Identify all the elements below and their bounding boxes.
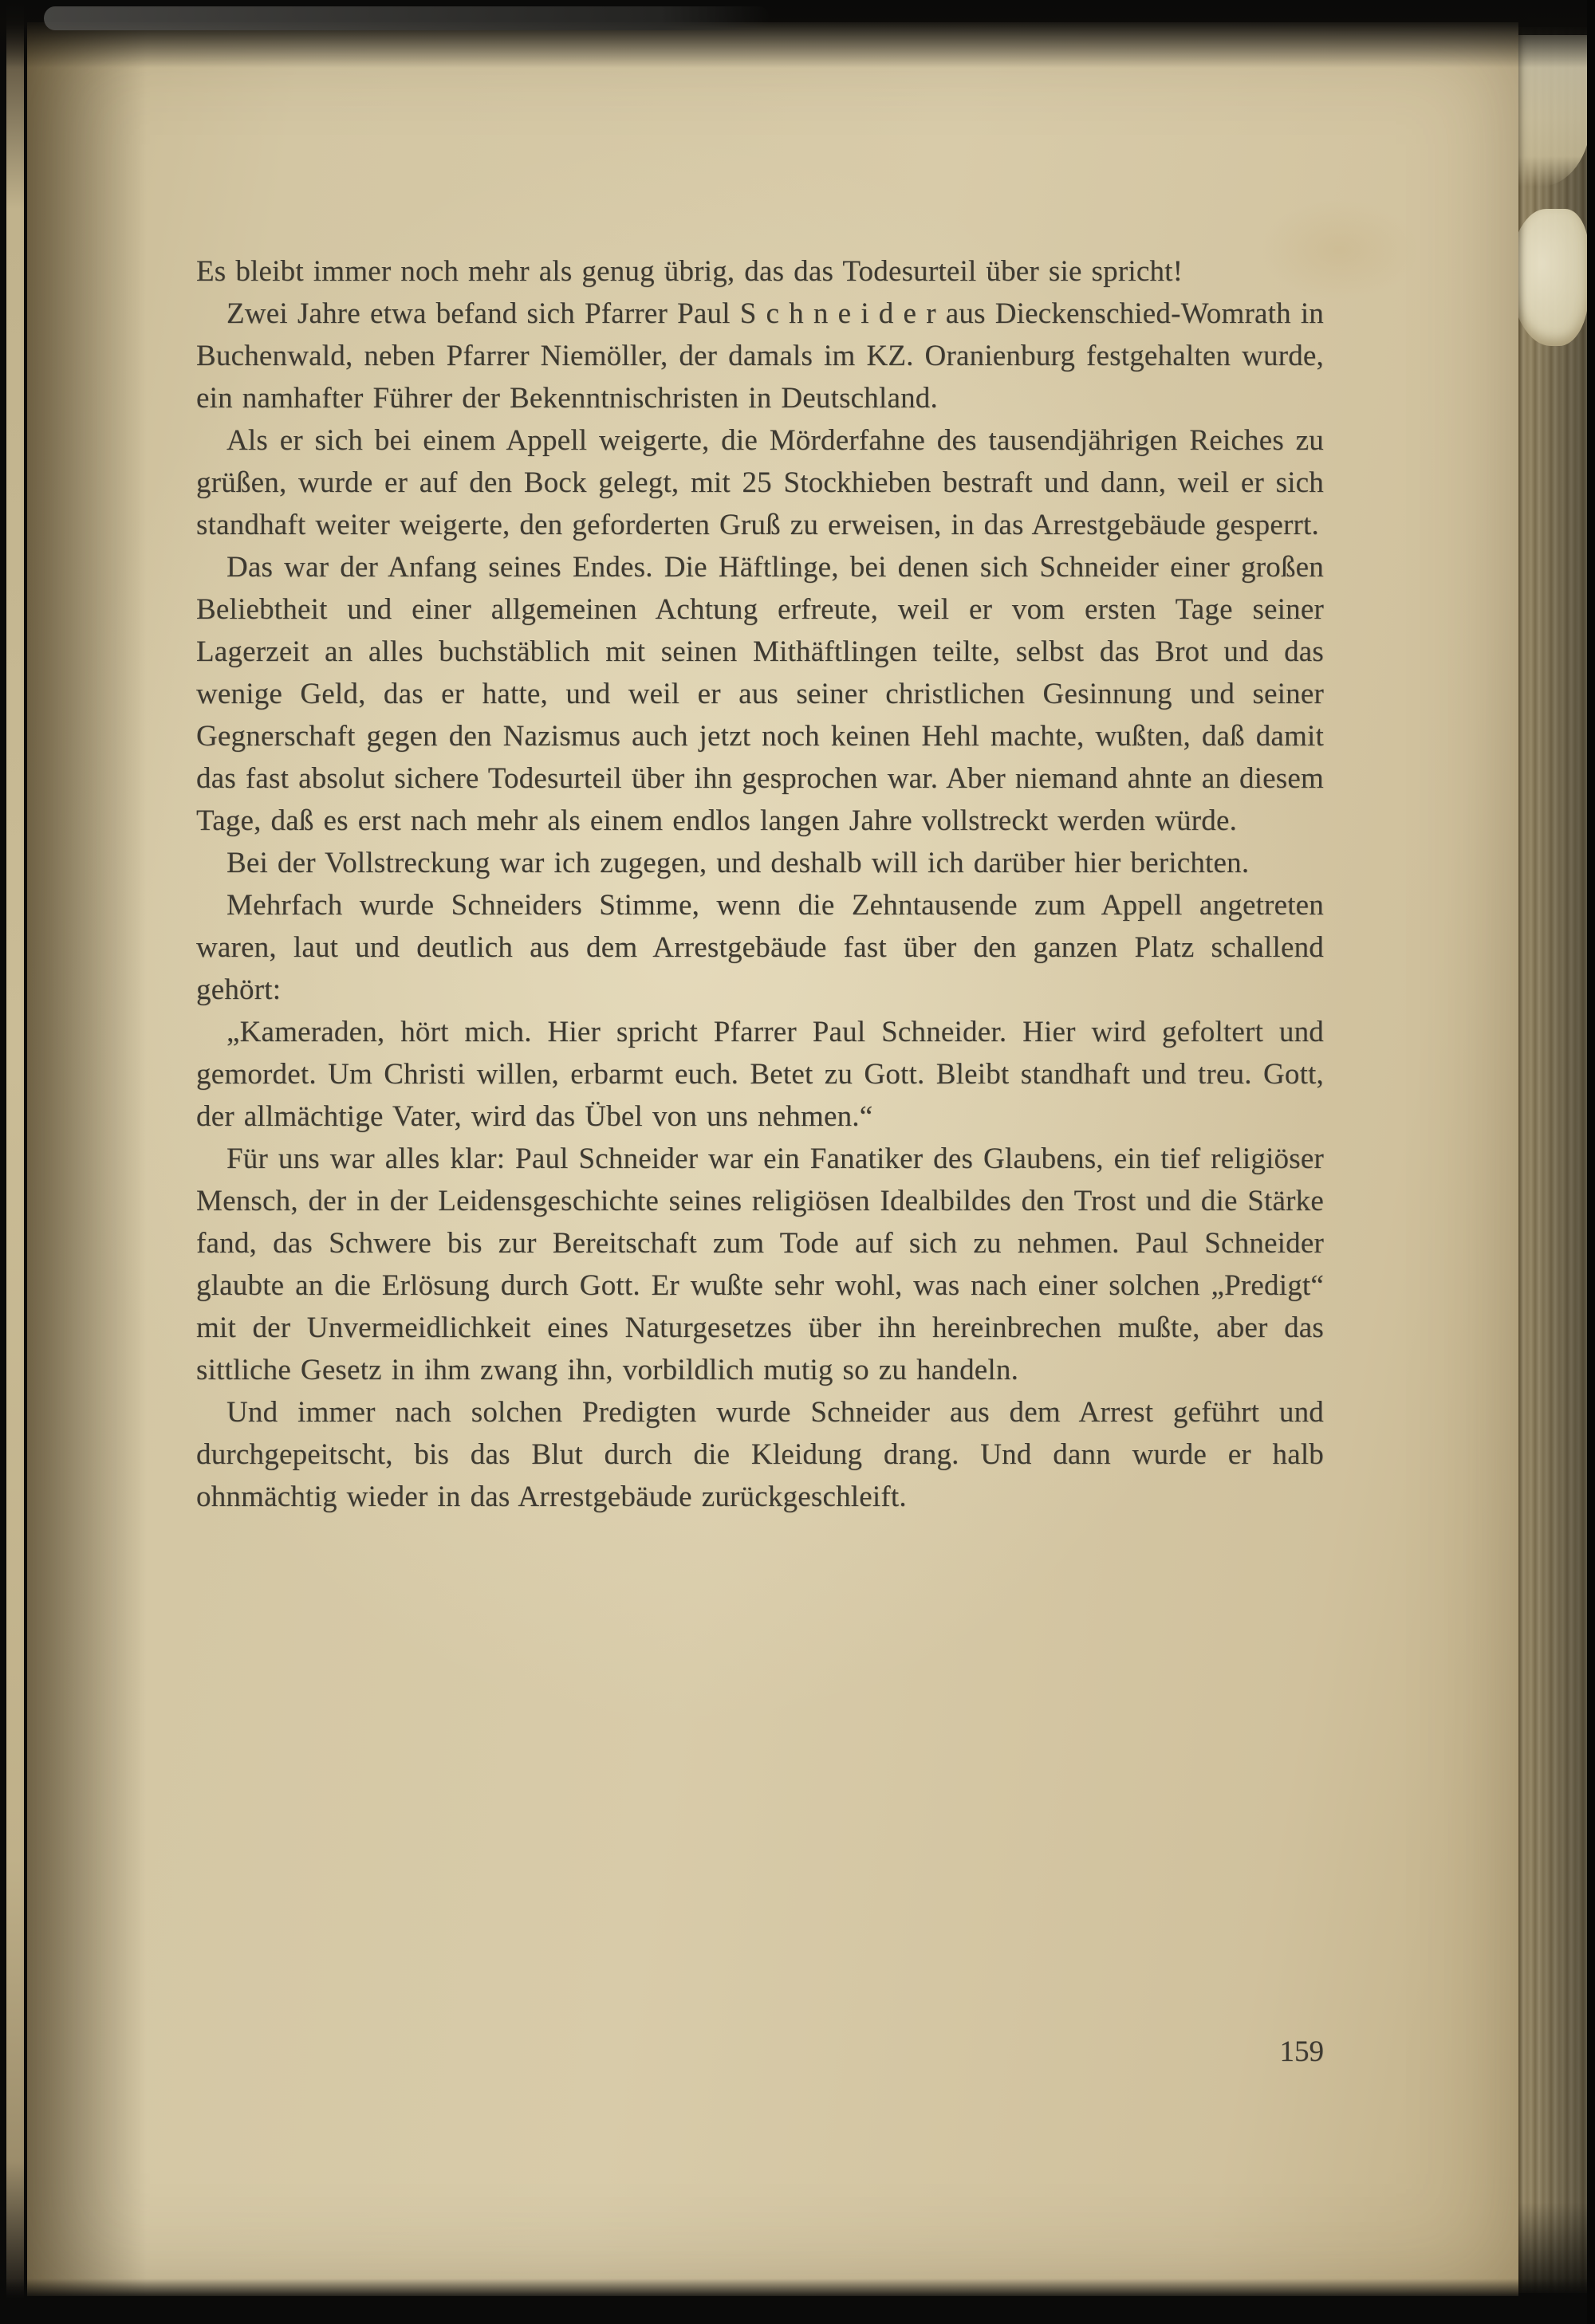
paragraph: Für uns war alles klar: Paul Schneider war ein Fanatiker des Glaubens, ein tief religiöser Mensch, der in der Leidensgeschichte seines religiösen Idealbildes den Trost und die Stärke fand, das Schwere bis zur Bereitschaft zum Tode auf sich zu nehmen. Paul Schneider glaubte an die Erlösung durch Gott. Er wußte sehr wohl, was nach einer solchen „Predigt“ mit der Unvermeidlichkeit eines Naturgesetzes über ihn hereinbrechen mußte, aber das sittliche Gesetz in ihm zwang ihn, vorbildlich mutig so zu handeln. <box>196 1142 1324 1386</box>
photo-right-edge <box>1587 0 1595 2324</box>
book-cover-top-edge <box>44 6 770 30</box>
adjacent-page-edge <box>6 0 24 2324</box>
paragraph: „Kameraden, hört mich. Hier spricht Pfarrer Paul Schneider. Hier wird gefoltert und gemordet. Um Christi willen, erbarmt euch. Betet zu Gott. Bleibt standhaft und treu. Gott, der allmächtige Vater, wird das Übel von uns nehmen.“ <box>196 1016 1324 1133</box>
paragraph: Es bleibt immer noch mehr als genug übrig, das das Todesurteil über sie spricht! <box>196 255 1183 288</box>
photo-bottom-edge <box>0 2279 1595 2324</box>
paragraph: Das war der Anfang seines Endes. Die Häftlinge, bei denen sich Schneider einer großen Beliebtheit und einer allgemeinen Achtung erfreute, weil er vom ersten Tage seiner Lagerzeit an alles buchstäblich mit seinen Mithäftlingen teilte, selbst das Brot und das wenige Geld, das er hatte, und weil er aus seiner christlichen Gesinnung und seiner Gegnerschaft gegen den Nazismus auch jetzt noch keinen Hehl machte, wußten, daß damit das fast absolut sichere Todesurteil über ihn gesprochen war. Aber niemand ahnte an diesem Tage, daß es erst nach mehr als einem endlos langen Jahre vollstreckt werden würde. <box>196 551 1324 837</box>
paragraph: Als er sich bei einem Appell weigerte, die Mörderfahne des tausendjährigen Reiches zu grüßen, wurde er auf den Bock gelegt, mit 25 Stockhieben bestraft und dann, weil er sich standhaft weiter weigerte, den geforderten Gruß zu erweisen, in das Arrestgebäude gesperrt. <box>196 424 1324 541</box>
page-stack-shading <box>1515 27 1589 2293</box>
page-number: 159 <box>1279 2035 1324 2068</box>
paragraph: Bei der Vollstreckung war ich zugegen, und deshalb will ich darüber hier berichten. <box>226 847 1250 879</box>
paragraph: Zwei Jahre etwa befand sich Pfarrer Paul S c h n e i d e r aus Dieckenschied-Womrath in Buchenwald, neben Pfarrer Niemöller, der damals im KZ. Oranienburg festgehalten wurde, ein namhafter Führer der Bekenntnischristen in Deutschland. <box>196 297 1324 415</box>
torn-edge-patch <box>1510 209 1589 346</box>
book-page <box>27 22 1518 2296</box>
paragraph: Und immer nach solchen Predigten wurde Schneider aus dem Arrest geführt und durchgepeitscht, bis das Blut durch die Kleidung drang. Und dann wurde er halb ohnmächtig wieder in das Arrestgebäude zurückgeschleift. <box>196 1396 1324 1513</box>
paragraph: Mehrfach wurde Schneiders Stimme, wenn die Zehntausende zum Appell angetreten waren, laut und deutlich aus dem Arrestgebäude fast über den ganzen Platz schallend gehört: <box>196 889 1324 1006</box>
page-text-block <box>196 250 1324 1518</box>
gutter-shadow <box>27 22 147 2296</box>
